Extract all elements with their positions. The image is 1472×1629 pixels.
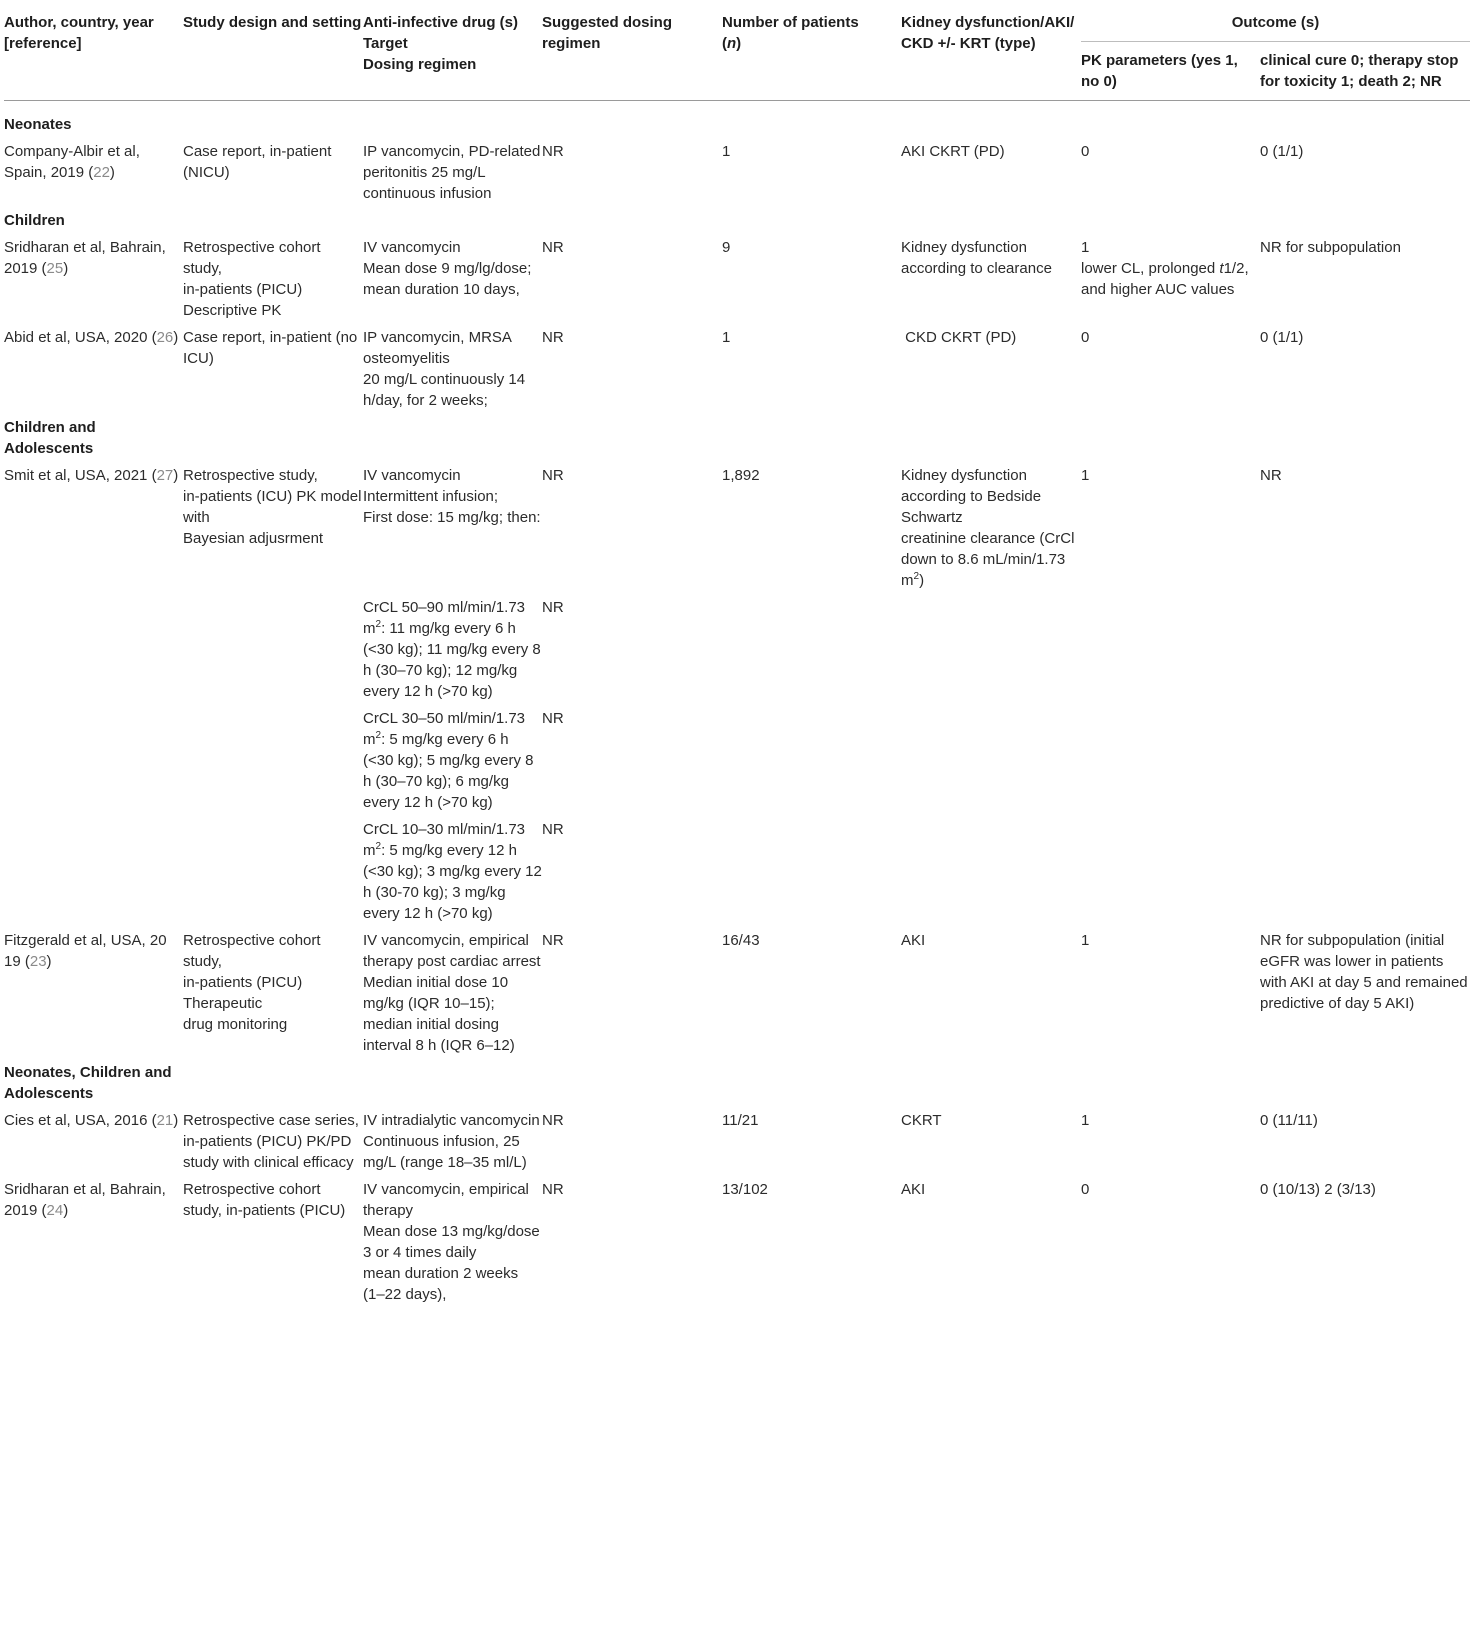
table-row	[4, 702, 1470, 813]
header-row	[4, 4, 1470, 42]
kidney-line: creatinine clearance (CrCl down to 8.6 mL/min/1.73 m	[901, 530, 1075, 589]
cell-design	[183, 1104, 363, 1173]
cell-drug	[363, 321, 542, 411]
cell-dosing: NR	[542, 239, 564, 256]
section-row-neonates	[4, 101, 1470, 136]
cell-design	[183, 924, 363, 1056]
table-row	[4, 813, 1470, 924]
section-title: Children	[4, 212, 65, 229]
cell-author: Abid et al, USA, 2020 (26)	[4, 329, 179, 346]
cell-design	[183, 459, 363, 591]
table-row	[4, 459, 1470, 591]
cell-drug	[363, 813, 542, 924]
reference-link[interactable]: 25	[46, 260, 64, 277]
cell-drug	[363, 1104, 542, 1173]
section-row-all-ages	[4, 1056, 1470, 1104]
cell-drug	[363, 459, 542, 591]
section-title: Children and Adolescents	[4, 419, 96, 457]
section-row-children-adolescents	[4, 411, 1470, 459]
cell-author: Sridharan et al, Bahrain, 2019 (25)	[4, 239, 166, 277]
cell-pk: 1	[1081, 467, 1090, 484]
cell-patients: 16/43	[722, 932, 760, 949]
cell-dosing: NR	[542, 143, 564, 160]
drug-line: CrCL 50–90 ml/min/1.73 m	[363, 599, 526, 637]
design-line: Retrospective cohort study,	[183, 932, 321, 970]
header-author: Author, country, year [reference]	[4, 4, 183, 101]
author-text: Smit et al, USA, 2021 (	[4, 467, 157, 484]
cell-design	[183, 231, 363, 321]
cell-author: Company-Albir et al, Spain, 2019 (22)	[4, 143, 140, 181]
header-patients-n: n	[727, 35, 737, 52]
cell-drug	[363, 231, 542, 321]
drug-line: IV vancomycin	[363, 467, 461, 484]
author-text: Fitzgerald et al, USA, 20 19 (	[4, 932, 167, 970]
drug-line: IP vancomycin, MRSA osteomyelitis	[363, 329, 512, 367]
table-row	[4, 924, 1470, 1056]
drug-line: : 11 mg/kg every 6 h (<30 kg); 11 mg/kg every 8 h (30–70 kg); 12 mg/kg every 12 h (>70 kg)	[363, 620, 541, 700]
cell-dosing: NR	[542, 599, 564, 616]
header-drug-line2: Target	[363, 35, 408, 52]
section-row-children	[4, 204, 1470, 231]
section-title: Neonates, Children and Adolescents	[4, 1064, 172, 1102]
cell-design: Case report, in-patient (NICU)	[183, 143, 332, 181]
cell-pk: 1	[1081, 1112, 1090, 1129]
author-text: Sridharan et al, Bahrain, 2019 (	[4, 239, 166, 277]
author-text: Abid et al, USA, 2020 (	[4, 329, 157, 346]
cell-clinical: NR for subpopulation (initial eGFR was lower in patients with AKI at day 5 and remained predictive of day 5 AKI)	[1260, 932, 1468, 1012]
cell-pk: 0	[1081, 143, 1090, 160]
kidney-line: )	[919, 572, 925, 589]
header-outcome: Outcome (s)	[1081, 4, 1470, 42]
header-patients-label: Number of patients	[722, 14, 859, 31]
cell-drug: IP vancomycin, PD-related peritonitis 25 mg/L continuous infusion	[363, 143, 541, 202]
cell-author: Smit et al, USA, 2021 (27)	[4, 467, 179, 484]
reference-link[interactable]: 27	[156, 467, 174, 484]
reference-link[interactable]: 23	[29, 953, 47, 970]
pk-line: 1/2, and higher AUC values	[1081, 260, 1249, 298]
header-drug	[363, 4, 542, 101]
cell-kidney: CKD CKRT (PD)	[901, 329, 1017, 346]
reference-link[interactable]: 26	[156, 329, 174, 346]
cell-drug	[363, 924, 542, 1056]
cell-clinical: NR for subpopulation	[1260, 239, 1401, 256]
cell-patients: 1	[722, 143, 731, 160]
drug-line: Median initial dose 10 mg/kg (IQR 10–15); median initial dosing interval 8 h (IQR 6–12)	[363, 974, 515, 1054]
cell-patients: 9	[722, 239, 731, 256]
header-dosing: Suggested dosing regimen	[542, 4, 722, 101]
cell-clinical: 0 (1/1)	[1260, 143, 1304, 160]
cell-pk	[1081, 231, 1260, 321]
cell-drug	[363, 591, 542, 702]
cell-patients: 1	[722, 329, 731, 346]
header-design: Study design and setting	[183, 4, 363, 101]
drug-line: Mean dose 13 mg/kg/dose 3 or 4 times daily	[363, 1223, 540, 1261]
author-text: Cies et al, USA, 2016 (	[4, 1112, 157, 1129]
drug-line: IV vancomycin, empirical therapy	[363, 1181, 529, 1219]
drug-line: Continuous infusion, 25 mg/L (range 18–35 ml/L)	[363, 1133, 527, 1171]
drug-line: : 5 mg/kg every 12 h (<30 kg); 3 mg/kg every 12 h (30-70 kg); 3 mg/kg every 12 h (>70 kg)	[363, 842, 542, 922]
design-line: Bayesian adjusrment	[183, 530, 324, 547]
drug-line: 20 mg/L continuously 14 h/day, for 2 weeks;	[363, 371, 526, 409]
drug-line: IV vancomycin	[363, 239, 461, 256]
cell-dosing: NR	[542, 932, 564, 949]
table-row	[4, 591, 1470, 702]
drug-sup: 2	[375, 841, 382, 852]
cell-design: Case report, in-patient (no ICU)	[183, 329, 358, 367]
cell-dosing: NR	[542, 710, 564, 727]
drug-line: : 5 mg/kg every 6 h (<30 kg); 5 mg/kg every 8 h (30–70 kg); 6 mg/kg every 12 h (>70 kg)	[363, 731, 534, 811]
cell-pk: 0	[1081, 329, 1090, 346]
kidney-sup: 2	[913, 571, 920, 582]
table-row	[4, 1173, 1470, 1305]
section-title: Neonates	[4, 116, 72, 133]
cell-kidney: AKI	[901, 932, 926, 949]
pk-t: t	[1219, 260, 1224, 277]
cell-dosing: NR	[542, 1181, 564, 1198]
header-drug-line3: Dosing regimen	[363, 56, 477, 73]
author-text: Company-Albir et al, Spain, 2019 (	[4, 143, 140, 181]
design-line: in-patients (PICU) Descriptive PK	[183, 281, 303, 319]
cell-patients: 1,892	[722, 467, 760, 484]
design-line: in-patients (ICU) PK model with	[183, 488, 362, 526]
header-clinical: clinical cure 0; therapy stop for toxicity 1; death 2; NR	[1260, 42, 1470, 101]
table-row	[4, 1104, 1470, 1173]
cell-drug	[363, 702, 542, 813]
table-row	[4, 231, 1470, 321]
drug-line: mean duration 2 weeks (1–22 days),	[363, 1265, 519, 1303]
design-line: Retrospective cohort study,	[183, 239, 321, 277]
cell-patients: 11/21	[722, 1112, 759, 1129]
cell-dosing: NR	[542, 467, 564, 484]
drug-line: IV vancomycin, empirical therapy post cardiac arrest	[363, 932, 541, 970]
cell-kidney: AKI	[901, 1181, 926, 1198]
cell-kidney: AKI CKRT (PD)	[901, 143, 1005, 160]
table-row	[4, 135, 1470, 204]
cell-author: Sridharan et al, Bahrain, 2019 (24)	[4, 1181, 166, 1219]
cell-dosing: NR	[542, 1112, 564, 1129]
cell-drug	[363, 1173, 542, 1305]
cell-author: Fitzgerald et al, USA, 20 19 (23)	[4, 932, 167, 970]
drug-line: CrCL 30–50 ml/min/1.73 m	[363, 710, 526, 748]
cell-clinical: 0 (10/13) 2 (3/13)	[1260, 1181, 1376, 1198]
header-kidney: Kidney dysfunction/AKI/ CKD +/- KRT (type)	[901, 4, 1081, 101]
author-text: Sridharan et al, Bahrain, 2019 (	[4, 1181, 166, 1219]
drug-line: Mean dose 9 mg/lg/dose; mean duration 10 days,	[363, 260, 532, 298]
table-row	[4, 321, 1470, 411]
cell-design: Retrospective cohort study, in-patients (PICU)	[183, 1181, 346, 1219]
reference-link[interactable]: 24	[46, 1202, 64, 1219]
cell-clinical: 0 (11/11)	[1260, 1112, 1318, 1129]
design-line: Retrospective study,	[183, 467, 318, 484]
design-line: Retrospective case series,	[183, 1112, 359, 1129]
drug-line: CrCL 10–30 ml/min/1.73 m	[363, 821, 526, 859]
drug-sup: 2	[375, 730, 382, 741]
drug-line: First dose: 15 mg/kg; then:	[363, 509, 541, 526]
drug-sup: 2	[375, 619, 382, 630]
study-table	[4, 4, 1470, 1305]
cell-dosing: NR	[542, 821, 564, 838]
reference-link[interactable]: 21	[156, 1112, 174, 1129]
cell-pk: 0	[1081, 1181, 1090, 1198]
cell-author: Cies et al, USA, 2016 (21)	[4, 1112, 179, 1129]
pk-line: lower CL, prolonged	[1081, 260, 1220, 277]
drug-line: Intermittent infusion;	[363, 488, 499, 505]
header-drug-line1: Anti-infective drug (s)	[363, 14, 519, 31]
kidney-line: Kidney dysfunction according to Bedside Schwartz	[901, 467, 1042, 526]
cell-clinical: 0 (1/1)	[1260, 329, 1304, 346]
design-line: in-patients (PICU) Therapeutic	[183, 974, 303, 1012]
pk-line: 1	[1081, 239, 1090, 256]
cell-dosing: NR	[542, 329, 564, 346]
cell-kidney: CKRT	[901, 1112, 942, 1129]
cell-patients: 13/102	[722, 1181, 768, 1198]
header-pk: PK parameters (yes 1, no 0)	[1081, 42, 1260, 101]
cell-clinical: NR	[1260, 467, 1282, 484]
drug-line: IV intradialytic vancomycin	[363, 1112, 540, 1129]
header-patients: Number of patients (n)	[722, 4, 901, 101]
cell-pk: 1	[1081, 932, 1090, 949]
design-line: drug monitoring	[183, 1016, 288, 1033]
design-line: in-patients (PICU) PK/PD study with clinical efficacy	[183, 1133, 354, 1171]
cell-kidney	[901, 459, 1081, 591]
reference-link[interactable]: 22	[93, 164, 110, 181]
cell-kidney: Kidney dysfunction according to clearance	[901, 239, 1052, 277]
